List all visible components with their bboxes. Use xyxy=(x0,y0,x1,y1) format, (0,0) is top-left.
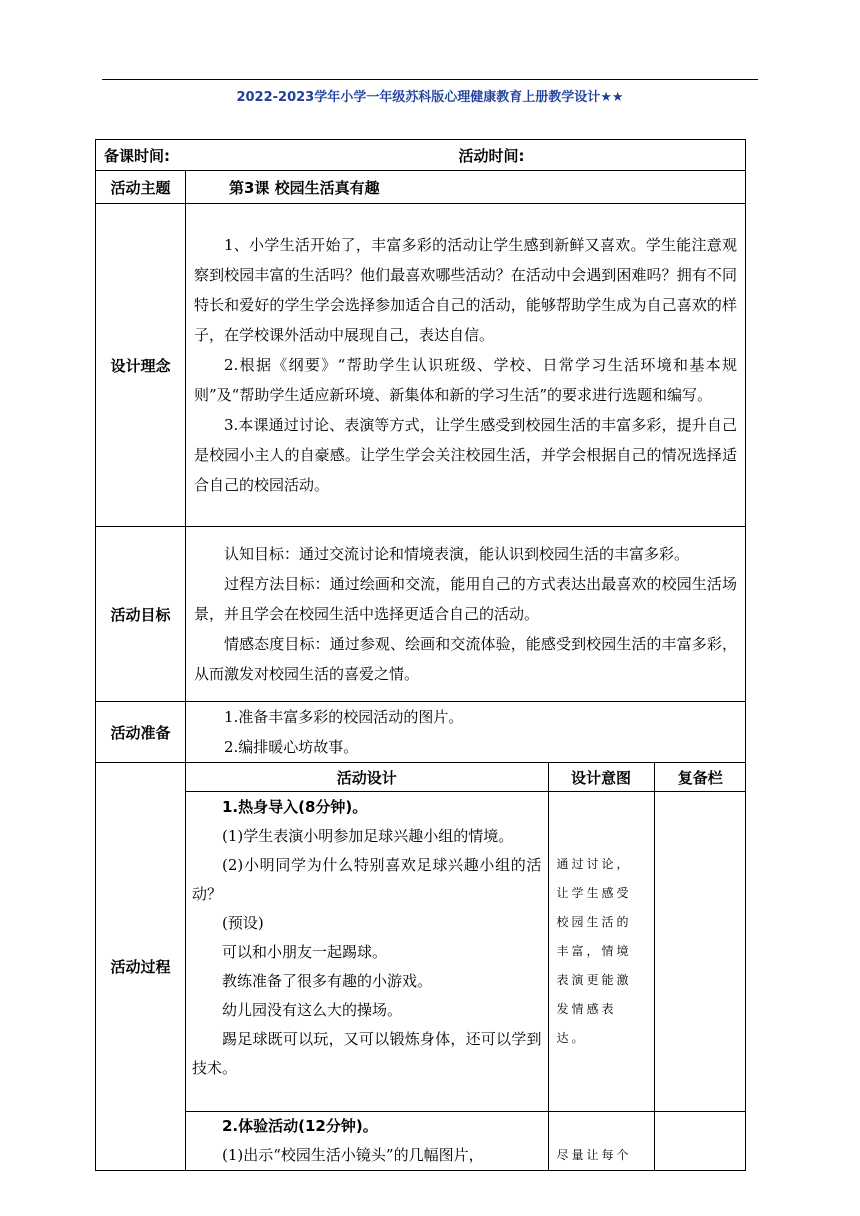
concept-paragraph: 2.根据《纲要》“帮助学生认识班级、学校、日常学习生活环境和基本规则”及“帮助学生适应新环境、新集体和新的学习生活”的要求进行选题和编写。 xyxy=(194,356,737,404)
col-header-intent: 设计意图 xyxy=(548,763,654,792)
concept-row xyxy=(96,204,746,527)
step1-line: 幼儿园没有这么大的操场。 xyxy=(222,1001,403,1019)
time-row xyxy=(96,140,746,171)
concept-label: 设计理念 xyxy=(96,204,186,527)
theme-value: 第3课 校园生活真有趣 xyxy=(186,171,746,204)
step1-line: 踢足球既可以玩，又可以锻炼身体，还可以学到技术。 xyxy=(192,1030,542,1077)
step1-line: (预设) xyxy=(222,914,264,932)
step1-intent: 通过讨论，让学生感受校园生活的丰富，情境表演更能激发情感表达。 xyxy=(556,857,632,1045)
prep-time-label: 备课时间: xyxy=(104,146,170,165)
step1-review-cell xyxy=(654,792,746,1112)
step1-heading: 1.热身导入(8分钟)。 xyxy=(222,798,368,816)
header-rule xyxy=(102,79,758,80)
concept-paragraph: 3.本课通过讨论、表演等方式，让学生感受到校园生活的丰富多彩，提升自己是校园小主人的自豪感。让学生学会关注校园生活，并学会根据自己的情况选择适合自己的校园活动。 xyxy=(194,416,737,494)
prep-label: 活动准备 xyxy=(96,702,186,763)
col-header-review: 复备栏 xyxy=(654,763,746,792)
step2-line: (1)出示“校园生活小镜头”的几幅图片， xyxy=(222,1146,484,1164)
prep-paragraph: 2.编排暖心坊故事。 xyxy=(224,738,359,756)
prep-row xyxy=(96,702,746,763)
document-title: 2022-2023学年小学一年级苏科版心理健康教育上册教学设计★★ xyxy=(236,90,624,105)
col-header-design: 活动设计 xyxy=(186,763,548,792)
process-label: 活动过程 xyxy=(96,763,186,1171)
goals-paragraph: 认知目标：通过交流讨论和情境表演，能认识到校园生活的丰富多彩。 xyxy=(224,545,690,563)
step1-line: (2)小明同学为什么特别喜欢足球兴趣小组的活动？ xyxy=(192,856,542,903)
lesson-plan-table xyxy=(95,139,746,1171)
step1-line: 可以和小朋友一起踢球。 xyxy=(222,943,388,961)
step1-line: 教练准备了很多有趣的小游戏。 xyxy=(222,972,433,990)
step1-line: (1)学生表演小明参加足球兴趣小组的情境。 xyxy=(222,827,514,845)
theme-label: 活动主题 xyxy=(96,171,186,204)
theme-row xyxy=(96,171,746,204)
goals-label: 活动目标 xyxy=(96,527,186,702)
concept-paragraph: 1、小学生活开始了，丰富多彩的活动让学生感到新鲜又喜欢。学生能注意观察到校园丰富的生活吗？他们最喜欢哪些活动？在活动中会遇到困难吗？拥有不同特长和爱好的学生学会选择参加适合自己的活动，能够帮助学生成为自己喜欢的样子，在学校课外活动中展现自己，表达自信。 xyxy=(194,236,737,344)
process-subtable xyxy=(186,763,746,1170)
prep-paragraph: 1.准备丰富多彩的校园活动的图片。 xyxy=(224,708,464,726)
process-row xyxy=(96,763,746,1171)
goals-paragraph: 过程方法目标：通过绘画和交流，能用自己的方式表达出最喜欢的校园生活场景，并且学会在校园生活中选择更适合自己的活动。 xyxy=(194,575,737,623)
step2-heading: 2.体验活动(12分钟)。 xyxy=(222,1117,378,1135)
step2-review-cell xyxy=(654,1112,746,1171)
goals-row xyxy=(96,527,746,702)
step2-intent: 尽量让每个 xyxy=(556,1148,632,1162)
activity-time-label: 活动时间: xyxy=(458,146,525,165)
goals-paragraph: 情感态度目标：通过参观、绘画和交流体验，能感受到校园生活的丰富多彩，从而激发对校园生活的喜爱之情。 xyxy=(194,635,737,683)
